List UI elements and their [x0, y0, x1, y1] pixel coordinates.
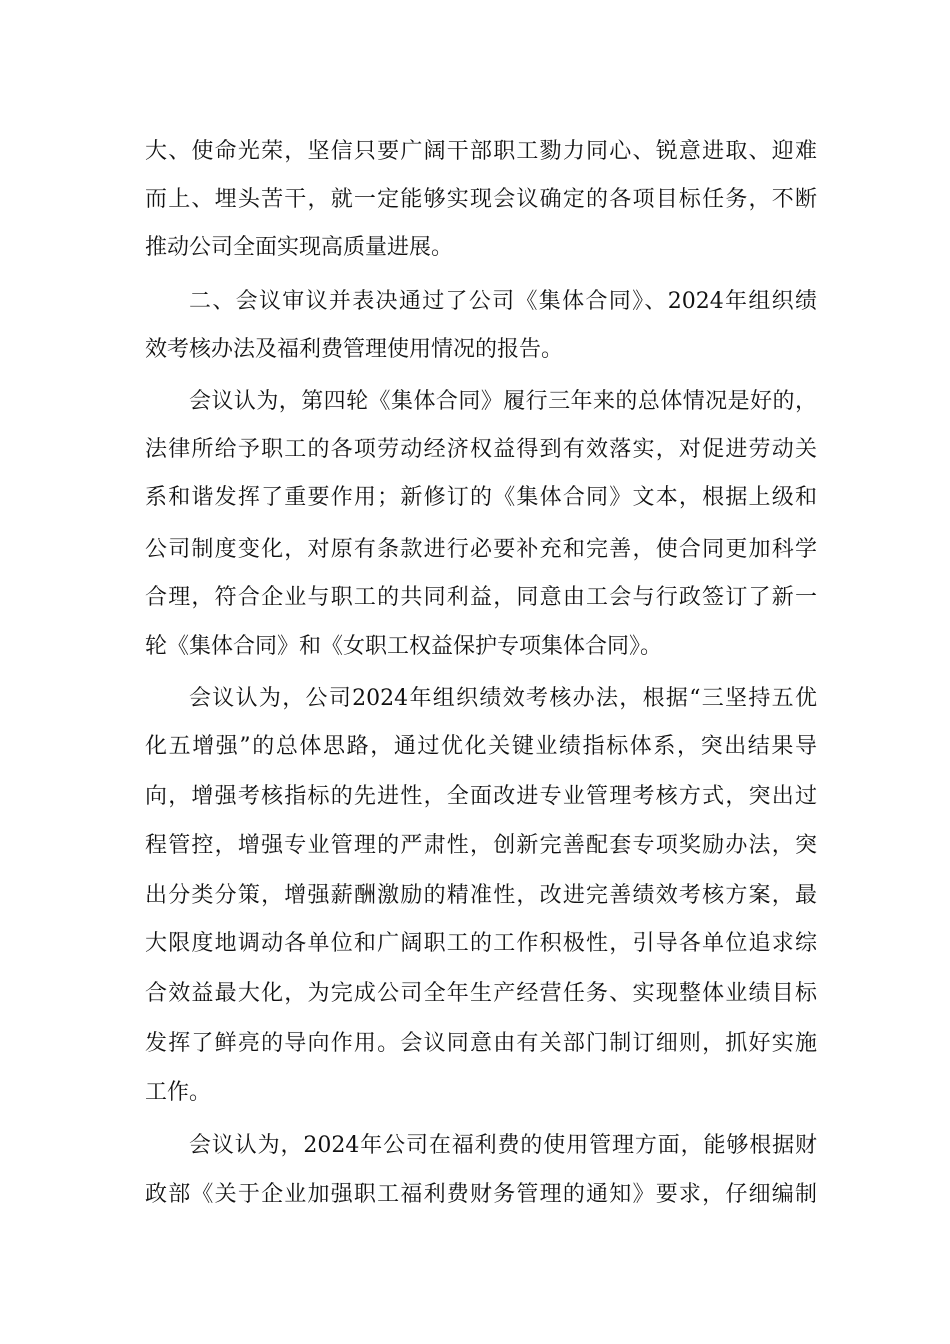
text-line: 会议认为，第四轮《集体合同》履行三年来的总体情况是好的，: [189, 389, 817, 414]
text-line: 系和谐发挥了重要作用；新修订的《集体合同》文本，根据上级和: [145, 485, 817, 510]
text-line: 工作。: [145, 1080, 212, 1105]
text-line: 效考核办法及福利费管理使用情况的报告。: [145, 337, 564, 362]
text-line: 推动公司全面实现高质量进展。: [145, 235, 454, 260]
text-line: 公司制度变化，对原有条款进行必要补充和完善，使合同更加科学: [145, 537, 817, 562]
text-line: 大、使命光荣，坚信只要广阔干部职工勠力同心、锐意进取、迎难: [145, 139, 817, 164]
text-line: 大限度地调动各单位和广阔职工的工作积极性，引导各单位追求综: [145, 931, 817, 956]
text-line: 而上、埋头苦干，就一定能够实现会议确定的各项目标任务，不断: [145, 187, 817, 212]
text-line: 合效益最大化，为完成公司全年生产经营任务、实现整体业绩目标: [145, 981, 817, 1006]
text-line: 法律所给予职工的各项劳动经济权益得到有效落实，对促进劳动关: [145, 437, 817, 462]
text-line: 会议认为，2024年公司在福利费的使用管理方面，能够根据财: [189, 1133, 817, 1158]
text-line: 向，增强考核指标的先进性，全面改进专业管理考核方式，突出过: [145, 784, 817, 809]
text-line: 化五增强”的总体思路，通过优化关键业绩指标体系，突出结果导: [145, 734, 817, 759]
text-line: 政部《关于企业加强职工福利费财务管理的通知》要求，仔细编制: [145, 1182, 817, 1207]
text-line: 合理，符合企业与职工的共同利益，同意由工会与行政签订了新一: [145, 585, 817, 610]
text-line: 发挥了鲜亮的导向作用。会议同意由有关部门制订细则，抓好实施: [145, 1031, 817, 1056]
text-line: 程管控，增强专业管理的严肃性，创新完善配套专项奖励办法，突: [145, 833, 817, 858]
text-line: 会议认为，公司2024年组织绩效考核办法，根据“三坚持五优: [189, 686, 817, 711]
text-line: 出分类分策，增强薪酬激励的精准性，改进完善绩效考核方案，最: [145, 883, 817, 908]
text-line: 二、会议审议并表决通过了公司《集体合同》、2024年组织绩: [189, 289, 817, 314]
text-line: 轮《集体合同》和《女职工权益保护专项集体合同》。: [145, 634, 663, 659]
